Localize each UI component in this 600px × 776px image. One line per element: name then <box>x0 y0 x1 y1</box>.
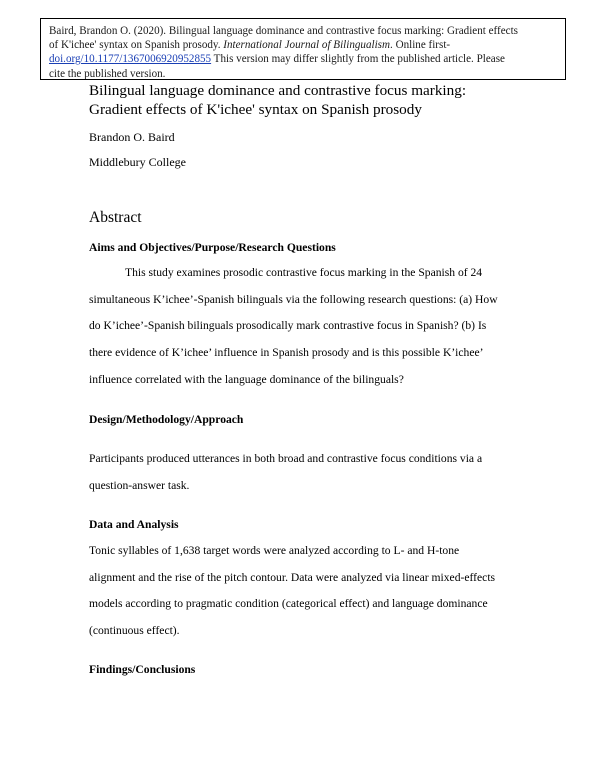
paper-title <box>89 82 549 119</box>
paragraph-line: Tonic syllables of 1,638 target words were analyzed according to L- and H-tone <box>89 544 460 557</box>
paragraph-line: Participants produced utterances in both broad and contrastive focus conditions via a <box>89 452 483 465</box>
notice-line-4: cite the published version. <box>49 67 166 80</box>
aims-paragraph <box>89 260 519 394</box>
aims-heading: Aims and Objectives/Purpose/Research Questions <box>89 241 336 254</box>
notice-line-1: Baird, Brandon O. (2020). Bilingual language dominance and contrastive focus marking: Gradient effects <box>49 25 518 37</box>
notice-online-first: . Online first- <box>390 39 451 52</box>
data-analysis-heading: Data and Analysis <box>89 518 179 531</box>
version-notice-box <box>40 18 566 80</box>
notice-version-text: This version may differ slightly from the published article. Please <box>211 53 505 66</box>
author-name: Brandon O. Baird <box>89 130 175 144</box>
paragraph-line: (continuous effect). <box>89 624 180 638</box>
paragraph-line: do K’ichee’-Spanish bilinguals prosodically mark contrastive focus in Spanish? (b) Is <box>89 319 487 333</box>
design-paragraph <box>89 446 519 499</box>
paragraph-line: question-answer task. <box>89 478 190 492</box>
paragraph-line: alignment and the rise of the pitch contour. Data were analyzed via linear mixed-effects <box>89 570 496 584</box>
paragraph-line: This study examines prosodic contrastive focus marking in the Spanish of 24 <box>125 266 483 279</box>
paragraph-line: models according to pragmatic condition (categorical effect) and language dominance <box>89 597 488 611</box>
findings-heading: Findings/Conclusions <box>89 663 196 676</box>
author-affiliation: Middlebury College <box>89 155 186 169</box>
design-heading: Design/Methodology/Approach <box>89 413 244 426</box>
title-line-2: Gradient effects of K'ichee' syntax on Spanish prosody <box>89 100 422 118</box>
notice-line-2 <box>49 38 559 52</box>
abstract-heading: Abstract <box>89 209 142 226</box>
notice-line-3 <box>49 52 559 66</box>
doi-link[interactable]: doi.org/10.1177/1367006920952855 <box>49 53 212 66</box>
paragraph-line: there evidence of K’ichee’ influence in Spanish prosody and is this possible K’ichee’ <box>89 346 484 360</box>
data-analysis-paragraph <box>89 538 519 645</box>
title-line-1: Bilingual language dominance and contrastive focus marking: <box>89 82 467 99</box>
paragraph-line: influence correlated with the language dominance of the bilinguals? <box>89 372 404 386</box>
paragraph-line: simultaneous K’ichee’-Spanish bilinguals via the following research questions: (a) How <box>89 292 498 306</box>
journal-name: International Journal of Bilingualism <box>223 39 391 52</box>
notice-citation-text: of K'ichee' syntax on Spanish prosody. <box>49 39 224 52</box>
